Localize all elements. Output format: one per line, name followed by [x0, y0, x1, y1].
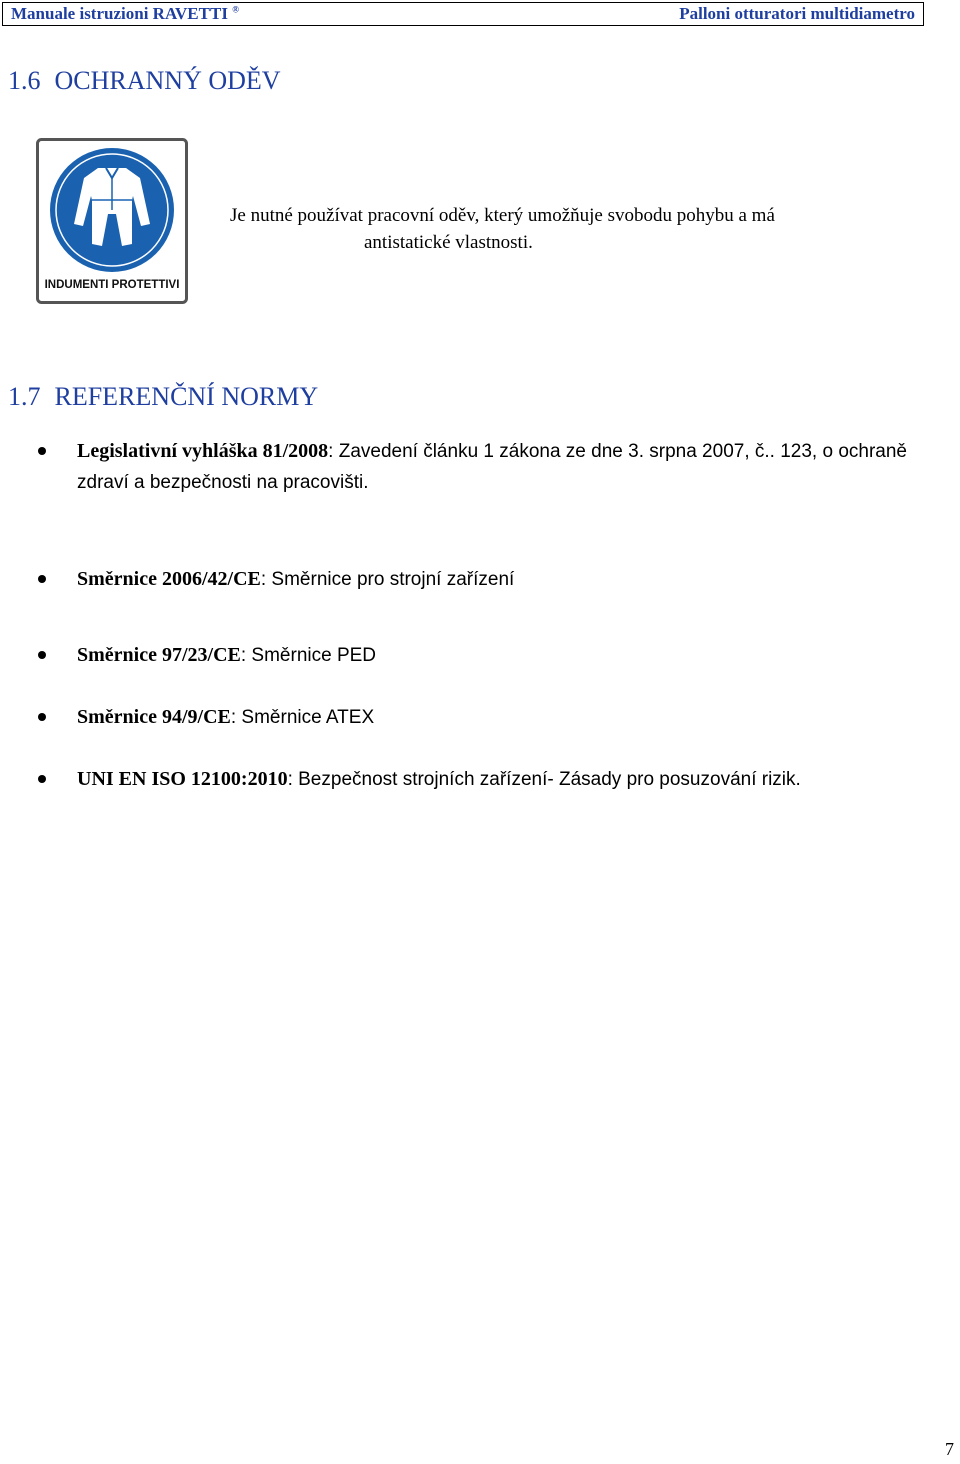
section-heading-1-7	[8, 382, 318, 412]
list-item-bold: UNI EN ISO 12100:2010	[77, 768, 288, 790]
list-item	[38, 702, 928, 733]
list-item-bold: Legislativní vyhláška 81/2008	[77, 440, 329, 462]
list-item-text: : Zavedení článku 1 zákona ze dne 3. srpna 2007, č.. 123, o ochraně zdraví a bezpečnosti na pracovišti.	[77, 441, 907, 493]
bullet-icon	[38, 775, 46, 783]
protective-clothing-text	[230, 202, 930, 256]
bullet-icon	[38, 575, 46, 583]
protective-clothing-sign	[36, 138, 188, 304]
list-item-text: : Směrnice pro strojní zařízení	[260, 569, 515, 590]
section-number: 1.6	[8, 66, 41, 95]
sign-caption	[45, 279, 180, 291]
list-item	[38, 640, 928, 671]
page-header	[2, 2, 924, 26]
svg-text:INDUMENTI PROTETTIVI: INDUMENTI PROTETTIVI	[44, 279, 180, 291]
sign-text-line-2: antistatické vlastnosti.	[364, 232, 533, 253]
bullet-icon	[38, 651, 46, 659]
protective-clothing-icon	[36, 138, 188, 304]
section-heading-1-6	[8, 66, 281, 96]
section-number: 1.7	[8, 382, 41, 411]
list-item-bold: Směrnice 94/9/CE	[77, 706, 231, 728]
section-title: REFERENČNÍ NORMY	[54, 382, 319, 411]
list-item	[38, 436, 928, 498]
list-item-text: : Směrnice PED	[240, 645, 377, 666]
list-item	[38, 564, 928, 595]
list-item-bold: Směrnice 2006/42/CE	[77, 568, 261, 590]
list-item-text: : Bezpečnost strojních zařízení- Zásady pro posuzování rizik.	[287, 769, 801, 790]
header-product-title: Palloni otturatori multidiametro	[679, 4, 915, 23]
list-item	[38, 764, 928, 795]
bullet-icon	[38, 447, 46, 455]
header-manual-title: Manuale istruzioni RAVETTI ®	[11, 4, 239, 23]
list-item-text: : Směrnice ATEX	[230, 707, 375, 728]
page-number: 7	[945, 1439, 954, 1459]
list-item-bold: Směrnice 97/23/CE	[77, 644, 241, 666]
section-title: OCHRANNÝ ODĚV	[54, 66, 281, 95]
sign-text-line-1: Je nutné používat pracovní oděv, který umožňuje svobodu pohybu a má	[230, 205, 775, 226]
bullet-icon	[38, 713, 46, 721]
